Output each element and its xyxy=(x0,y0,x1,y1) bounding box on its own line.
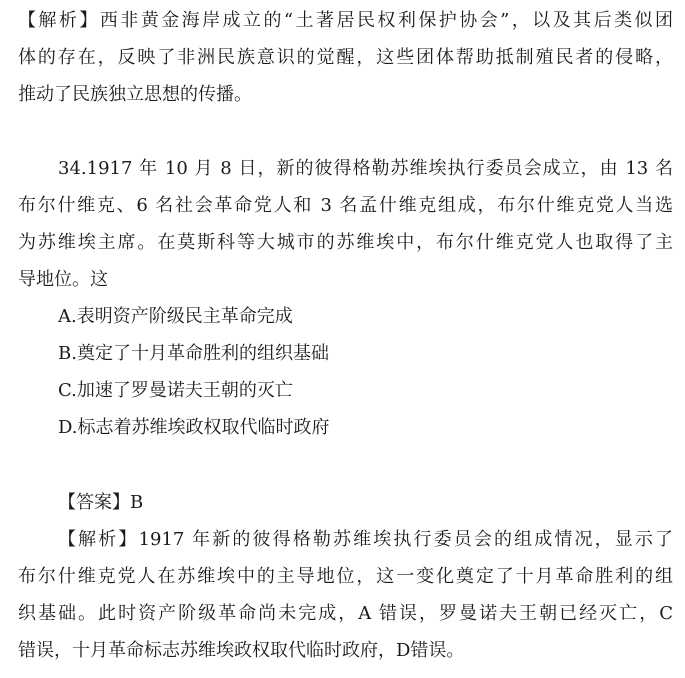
question-34-line-1: 34.1917 年 10 月 8 日，新的彼得格勒苏维埃执行委员会成立，由 13 名 xyxy=(58,158,673,179)
analysis-2-line-1: 【解析】1917 年新的彼得格勒苏维埃执行委员会的组成情况，显示了 xyxy=(58,529,673,550)
analysis-1-line-3: 推动了民族独立思想的传播。 xyxy=(18,84,252,105)
analysis-2-line-4: 错误，十月革命标志苏维埃政权取代临时政府，D错误。 xyxy=(18,640,465,661)
analysis-1-line-2: 体的存在，反映了非洲民族意识的觉醒，这些团体帮助抵制殖民者的侵略， xyxy=(18,47,673,68)
analysis-2-line-3: 织基础。此时资产阶级革命尚未完成，A 错误，罗曼诺夫王朝已经灭亡，C xyxy=(18,603,673,624)
option-d: D.标志着苏维埃政权取代临时政府 xyxy=(58,417,330,438)
option-a: A.表明资产阶级民主革命完成 xyxy=(58,306,293,327)
option-c: C.加速了罗曼诺夫王朝的灭亡 xyxy=(58,380,293,401)
option-b: B.奠定了十月革命胜利的组织基础 xyxy=(58,343,329,364)
question-34-line-4: 导地位。这 xyxy=(18,269,108,290)
question-34-line-2: 布尔什维克、6 名社会革命党人和 3 名孟什维克组成，布尔什维克党人当选 xyxy=(18,195,673,216)
analysis-1-line-1: 【解析】西非黄金海岸成立的“土著居民权利保护协会”，以及其后类似团 xyxy=(18,10,673,31)
answer-line: 【答案】B xyxy=(58,492,144,513)
analysis-2-line-2: 布尔什维克党人在苏维埃中的主导地位，这一变化奠定了十月革命胜利的组 xyxy=(18,566,673,587)
question-34-line-3: 为苏维埃主席。在莫斯科等大城市的苏维埃中，布尔什维克党人也取得了主 xyxy=(18,232,673,253)
